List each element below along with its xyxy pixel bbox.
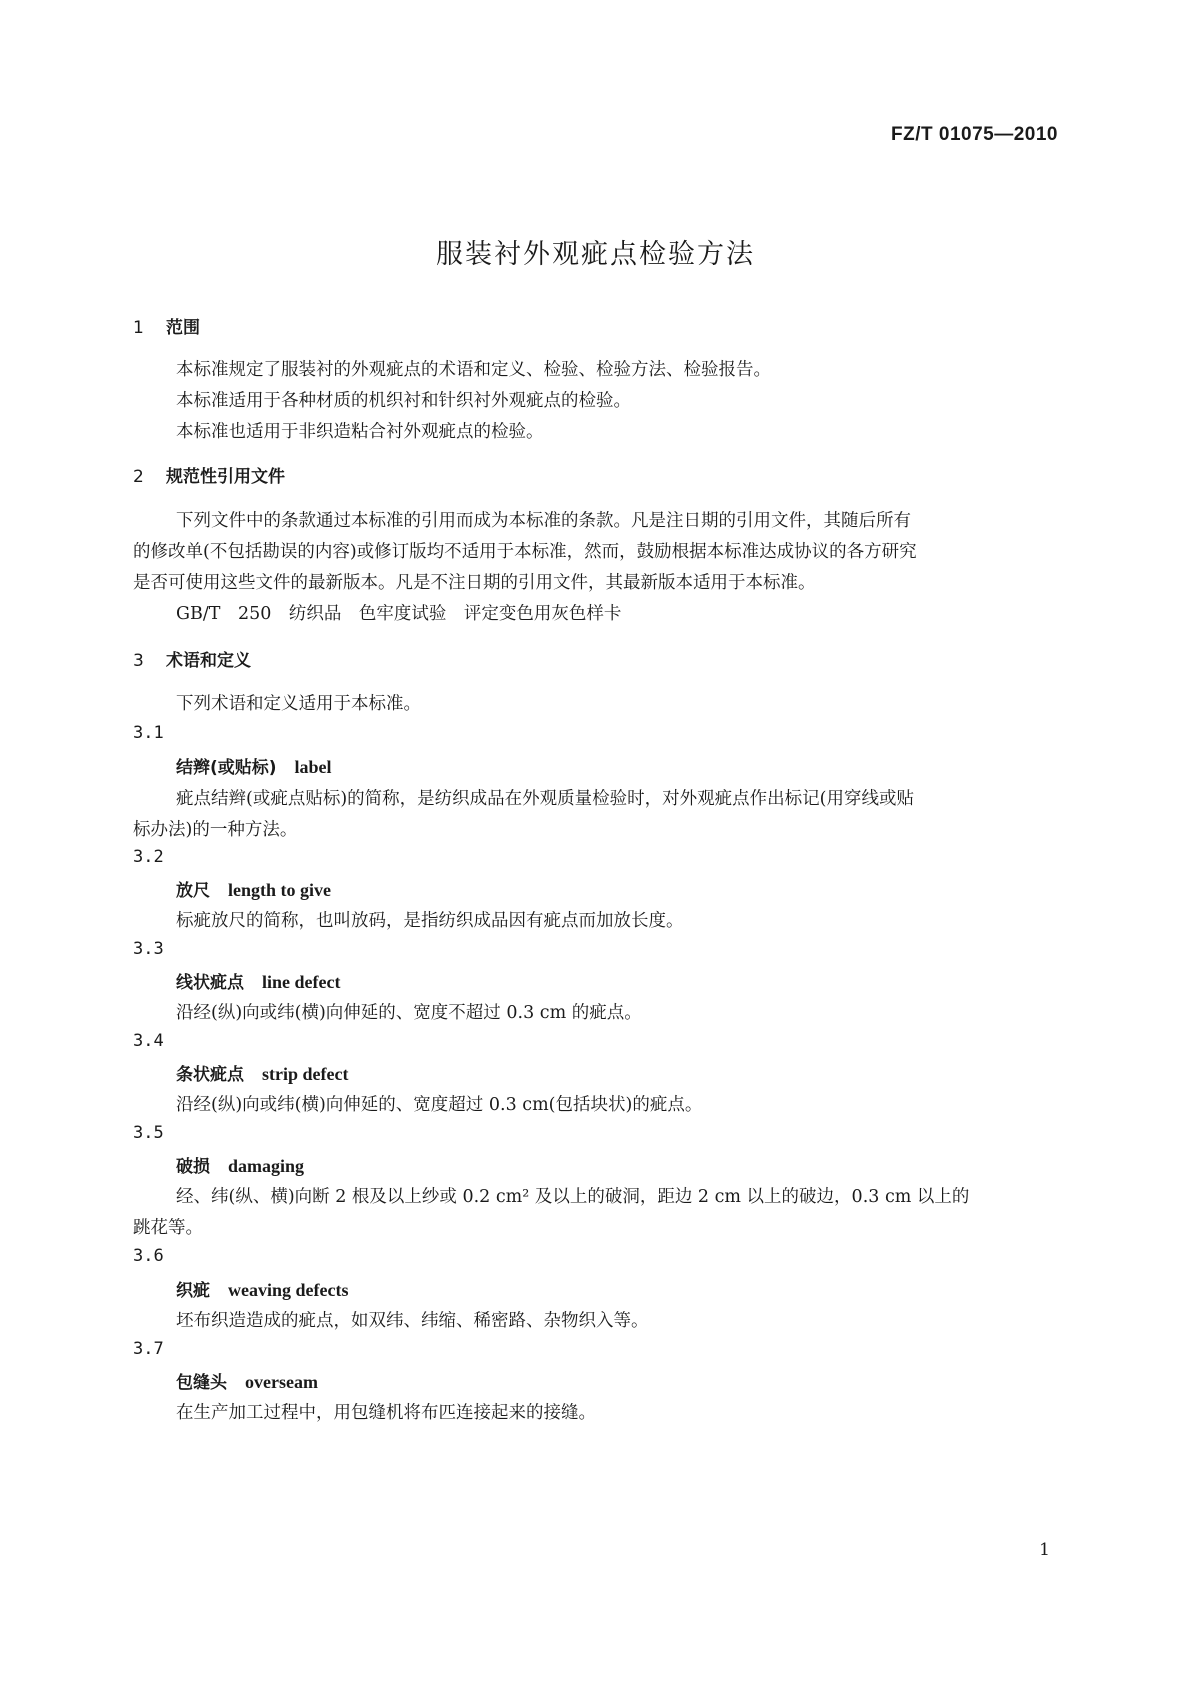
section-number: 2	[133, 467, 144, 487]
term-number: 3.1	[133, 723, 164, 743]
page-number: 1	[1039, 1540, 1050, 1560]
term-definition: 经、纬(纵、横)向断 2 根及以上纱或 0.2 cm² 及以上的破洞，距边 2 cm 以上的破边，0.3 cm 以上的	[176, 1187, 970, 1207]
term-zh: 放尺	[176, 881, 210, 901]
term-zh: 破损	[176, 1157, 210, 1177]
term-en: overseam	[245, 1372, 318, 1392]
section-number: 3	[133, 651, 144, 671]
scope-paragraph: 本标准适用于各种材质的机织衬和针织衬外观疵点的检验。	[176, 391, 631, 411]
term-definition: 疵点结辫(或疵点贴标)的简称，是纺织成品在外观质量检验时，对外观疵点作出标记(用穿线或贴	[176, 789, 914, 809]
term-number: 3.6	[133, 1246, 164, 1266]
term-definition: 标疵放尺的简称，也叫放码，是指纺织成品因有疵点而加放长度。	[176, 911, 684, 931]
term-zh: 织疵	[176, 1281, 210, 1301]
term-number: 3.2	[133, 847, 164, 867]
term-definition: 坯布织造造成的疵点，如双纬、纬缩、稀密路、杂物织入等。	[176, 1311, 649, 1331]
term-definition: 在生产加工过程中，用包缝机将布匹连接起来的接缝。	[176, 1403, 596, 1423]
standard-number: FZ/T 01075—2010	[891, 124, 1058, 145]
term-heading	[176, 1276, 348, 1301]
term-number: 3.7	[133, 1339, 164, 1359]
term-en: line defect	[262, 972, 341, 992]
term-definition: 跳花等。	[133, 1218, 203, 1238]
terms-intro: 下列术语和定义适用于本标准。	[176, 694, 421, 714]
term-definition: 沿经(纵)向或纬(横)向伸延的、宽度超过 0.3 cm(包括块状)的疵点。	[176, 1095, 703, 1115]
section-title: 规范性引用文件	[166, 467, 285, 487]
term-heading	[176, 1368, 318, 1393]
term-zh: 包缝头	[176, 1373, 227, 1393]
section-title: 术语和定义	[166, 651, 251, 671]
term-definition: 沿经(纵)向或纬(横)向伸延的、宽度不超过 0.3 cm 的疵点。	[176, 1003, 642, 1023]
term-heading	[176, 753, 332, 778]
section-title: 范围	[166, 318, 200, 338]
term-heading	[176, 1060, 348, 1085]
section-heading-normative-references	[133, 462, 285, 487]
term-en: length to give	[228, 880, 331, 900]
references-paragraph-line: 是否可使用这些文件的最新版本。凡是不注日期的引用文件，其最新版本适用于本标准。	[133, 573, 816, 593]
term-definition: 标办法)的一种方法。	[133, 820, 298, 840]
section-number: 1	[133, 318, 144, 338]
term-heading	[176, 876, 331, 901]
section-heading-scope	[133, 313, 200, 338]
term-zh: 结辫(或贴标)	[176, 758, 277, 778]
references-paragraph-line: 下列文件中的条款通过本标准的引用而成为本标准的条款。凡是注日期的引用文件，其随后所有	[176, 511, 911, 531]
term-number: 3.3	[133, 939, 164, 959]
document-title: 服装衬外观疵点检验方法	[436, 239, 755, 270]
term-heading	[176, 968, 340, 993]
term-en: weaving defects	[228, 1280, 349, 1300]
scope-paragraph: 本标准也适用于非织造粘合衬外观疵点的检验。	[176, 422, 544, 442]
term-number: 3.5	[133, 1123, 164, 1143]
term-zh: 线状疵点	[176, 973, 244, 993]
section-heading-terms-definitions	[133, 646, 251, 671]
term-zh: 条状疵点	[176, 1065, 244, 1085]
term-en: label	[294, 757, 332, 777]
references-paragraph-line: 的修改单(不包括勘误的内容)或修订版均不适用于本标准，然而，鼓励根据本标准达成协议的各方研究	[133, 542, 917, 562]
term-en: strip defect	[262, 1064, 349, 1084]
term-heading	[176, 1152, 304, 1177]
reference-document: GB/T 250 纺织品 色牢度试验 评定变色用灰色样卡	[176, 604, 622, 624]
term-number: 3.4	[133, 1031, 164, 1051]
scope-paragraph: 本标准规定了服装衬的外观疵点的术语和定义、检验、检验方法、检验报告。	[176, 360, 771, 380]
term-en: damaging	[228, 1156, 305, 1176]
